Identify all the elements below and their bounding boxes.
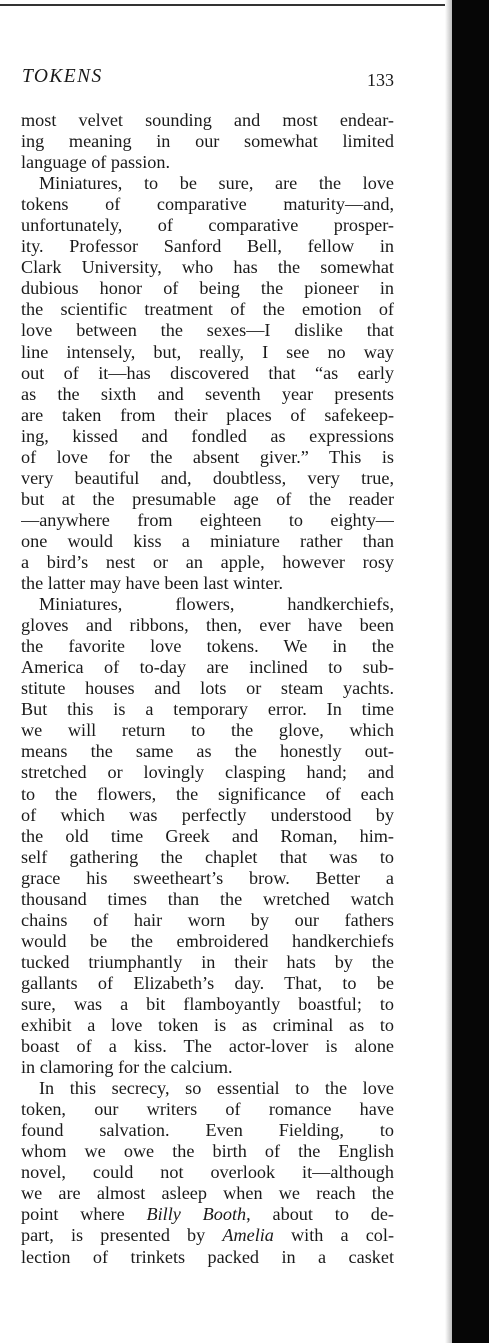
text-line: are taken from their places of safekeep-: [21, 404, 394, 425]
text-line: stitute houses and lots or steam yachts.: [21, 678, 394, 699]
text-line: unfortunately, of comparative prosper-: [21, 215, 394, 236]
text-line: language of passion.: [21, 152, 170, 173]
text-line: dubious honor of being the pioneer in: [21, 278, 394, 299]
text-line: but at the presumable age of the reader: [21, 488, 394, 509]
text-line: tucked triumphantly in their hats by the: [21, 951, 394, 972]
text-line: a bird’s nest or an apple, however rosy: [21, 551, 394, 572]
text-line: the old time Greek and Roman, him-: [21, 825, 394, 846]
text-line: thousand times than the wretched watch: [21, 888, 394, 909]
text-line: token, our writers of romance have: [21, 1099, 394, 1120]
text-line: the favorite love tokens. We in the: [21, 636, 394, 657]
text-line: ing meaning in our somewhat limited: [21, 131, 394, 152]
page-number: 133: [367, 70, 394, 90]
italic-name: Amelia: [222, 1225, 274, 1246]
text-line: —anywhere from eighteen to eighty—: [21, 509, 394, 530]
text-line: point where Billy Booth, about to de-: [21, 1204, 394, 1225]
text-line: America of to-day are inclined to sub-: [21, 657, 394, 678]
body-text: [21, 110, 394, 1268]
text-line: Miniatures, to be sure, are the love: [39, 173, 394, 194]
text-line: grace his sweetheart’s brow. Better a: [21, 867, 394, 888]
text-line: Miniatures, flowers, handkerchiefs,: [39, 594, 394, 615]
text-line: out of it—has discovered that “as early: [21, 362, 394, 383]
text-line: of love for the absent giver.” This is: [21, 446, 394, 467]
text-line: lection of trinkets packed in a casket: [21, 1246, 394, 1267]
top-rule: [0, 4, 452, 6]
text-line: in clamoring for the calcium.: [21, 1057, 233, 1078]
text-line: we are almost asleep when we reach the: [21, 1183, 394, 1204]
text-line: sure, was a bit flamboyantly boastful; to: [21, 993, 394, 1014]
running-head: TOKENS: [22, 66, 103, 87]
italic-name: Billy Booth: [146, 1204, 247, 1225]
page-edge-shadow: [445, 0, 452, 1343]
text-line: means the same as the honestly out-: [21, 741, 394, 762]
text-line: the scientific treatment of the emotion of: [21, 299, 394, 320]
text-line: line intensely, but, really, I see no way: [21, 341, 394, 362]
text-line: to the flowers, the significance of each: [21, 783, 394, 804]
text-line: exhibit a love token is as criminal as to: [21, 1015, 394, 1036]
text-line: the latter may have been last winter.: [21, 573, 284, 594]
text-line: gloves and ribbons, then, ever have been: [21, 615, 394, 636]
text-line: novel, could not overlook it—although: [21, 1162, 394, 1183]
text-line: most velvet sounding and most endear-: [21, 110, 394, 130]
text-line: boast of a kiss. The actor-lover is alone: [21, 1036, 394, 1057]
text-line: found salvation. Even Fielding, to: [21, 1120, 394, 1141]
text-line: one would kiss a miniature rather than: [21, 530, 394, 551]
text-line: Clark University, who has the somewhat: [21, 257, 394, 278]
text-line: ity. Professor Sanford Bell, fellow in: [21, 236, 394, 257]
text-line: chains of hair worn by our fathers: [21, 909, 394, 930]
text-line: self gathering the chaplet that was to: [21, 846, 394, 867]
text-line: In this secrecy, so essential to the love: [39, 1078, 394, 1099]
text-line: But this is a temporary error. In time: [21, 699, 394, 720]
text-line: of which was perfectly understood by: [21, 804, 394, 825]
text-line: very beautiful and, doubtless, very true,: [21, 467, 394, 488]
text-line: as the sixth and seventh year presents: [21, 383, 394, 404]
text-line: tokens of comparative maturity—and,: [21, 194, 394, 215]
text-line: would be the embroidered handkerchiefs: [21, 930, 394, 951]
page-edge-dark: [452, 0, 489, 1343]
text-line: we will return to the glove, which: [21, 720, 394, 741]
text-line: ing, kissed and fondled as expressions: [21, 425, 394, 446]
text-line: gallants of Elizabeth’s day. That, to be: [21, 972, 394, 993]
text-line: whom we owe the birth of the English: [21, 1141, 394, 1162]
text-line: part, is presented by Amelia with a col-: [21, 1225, 394, 1246]
text-line: love between the sexes—I dislike that: [21, 320, 394, 341]
text-line: stretched or lovingly clasping hand; and: [21, 762, 394, 783]
